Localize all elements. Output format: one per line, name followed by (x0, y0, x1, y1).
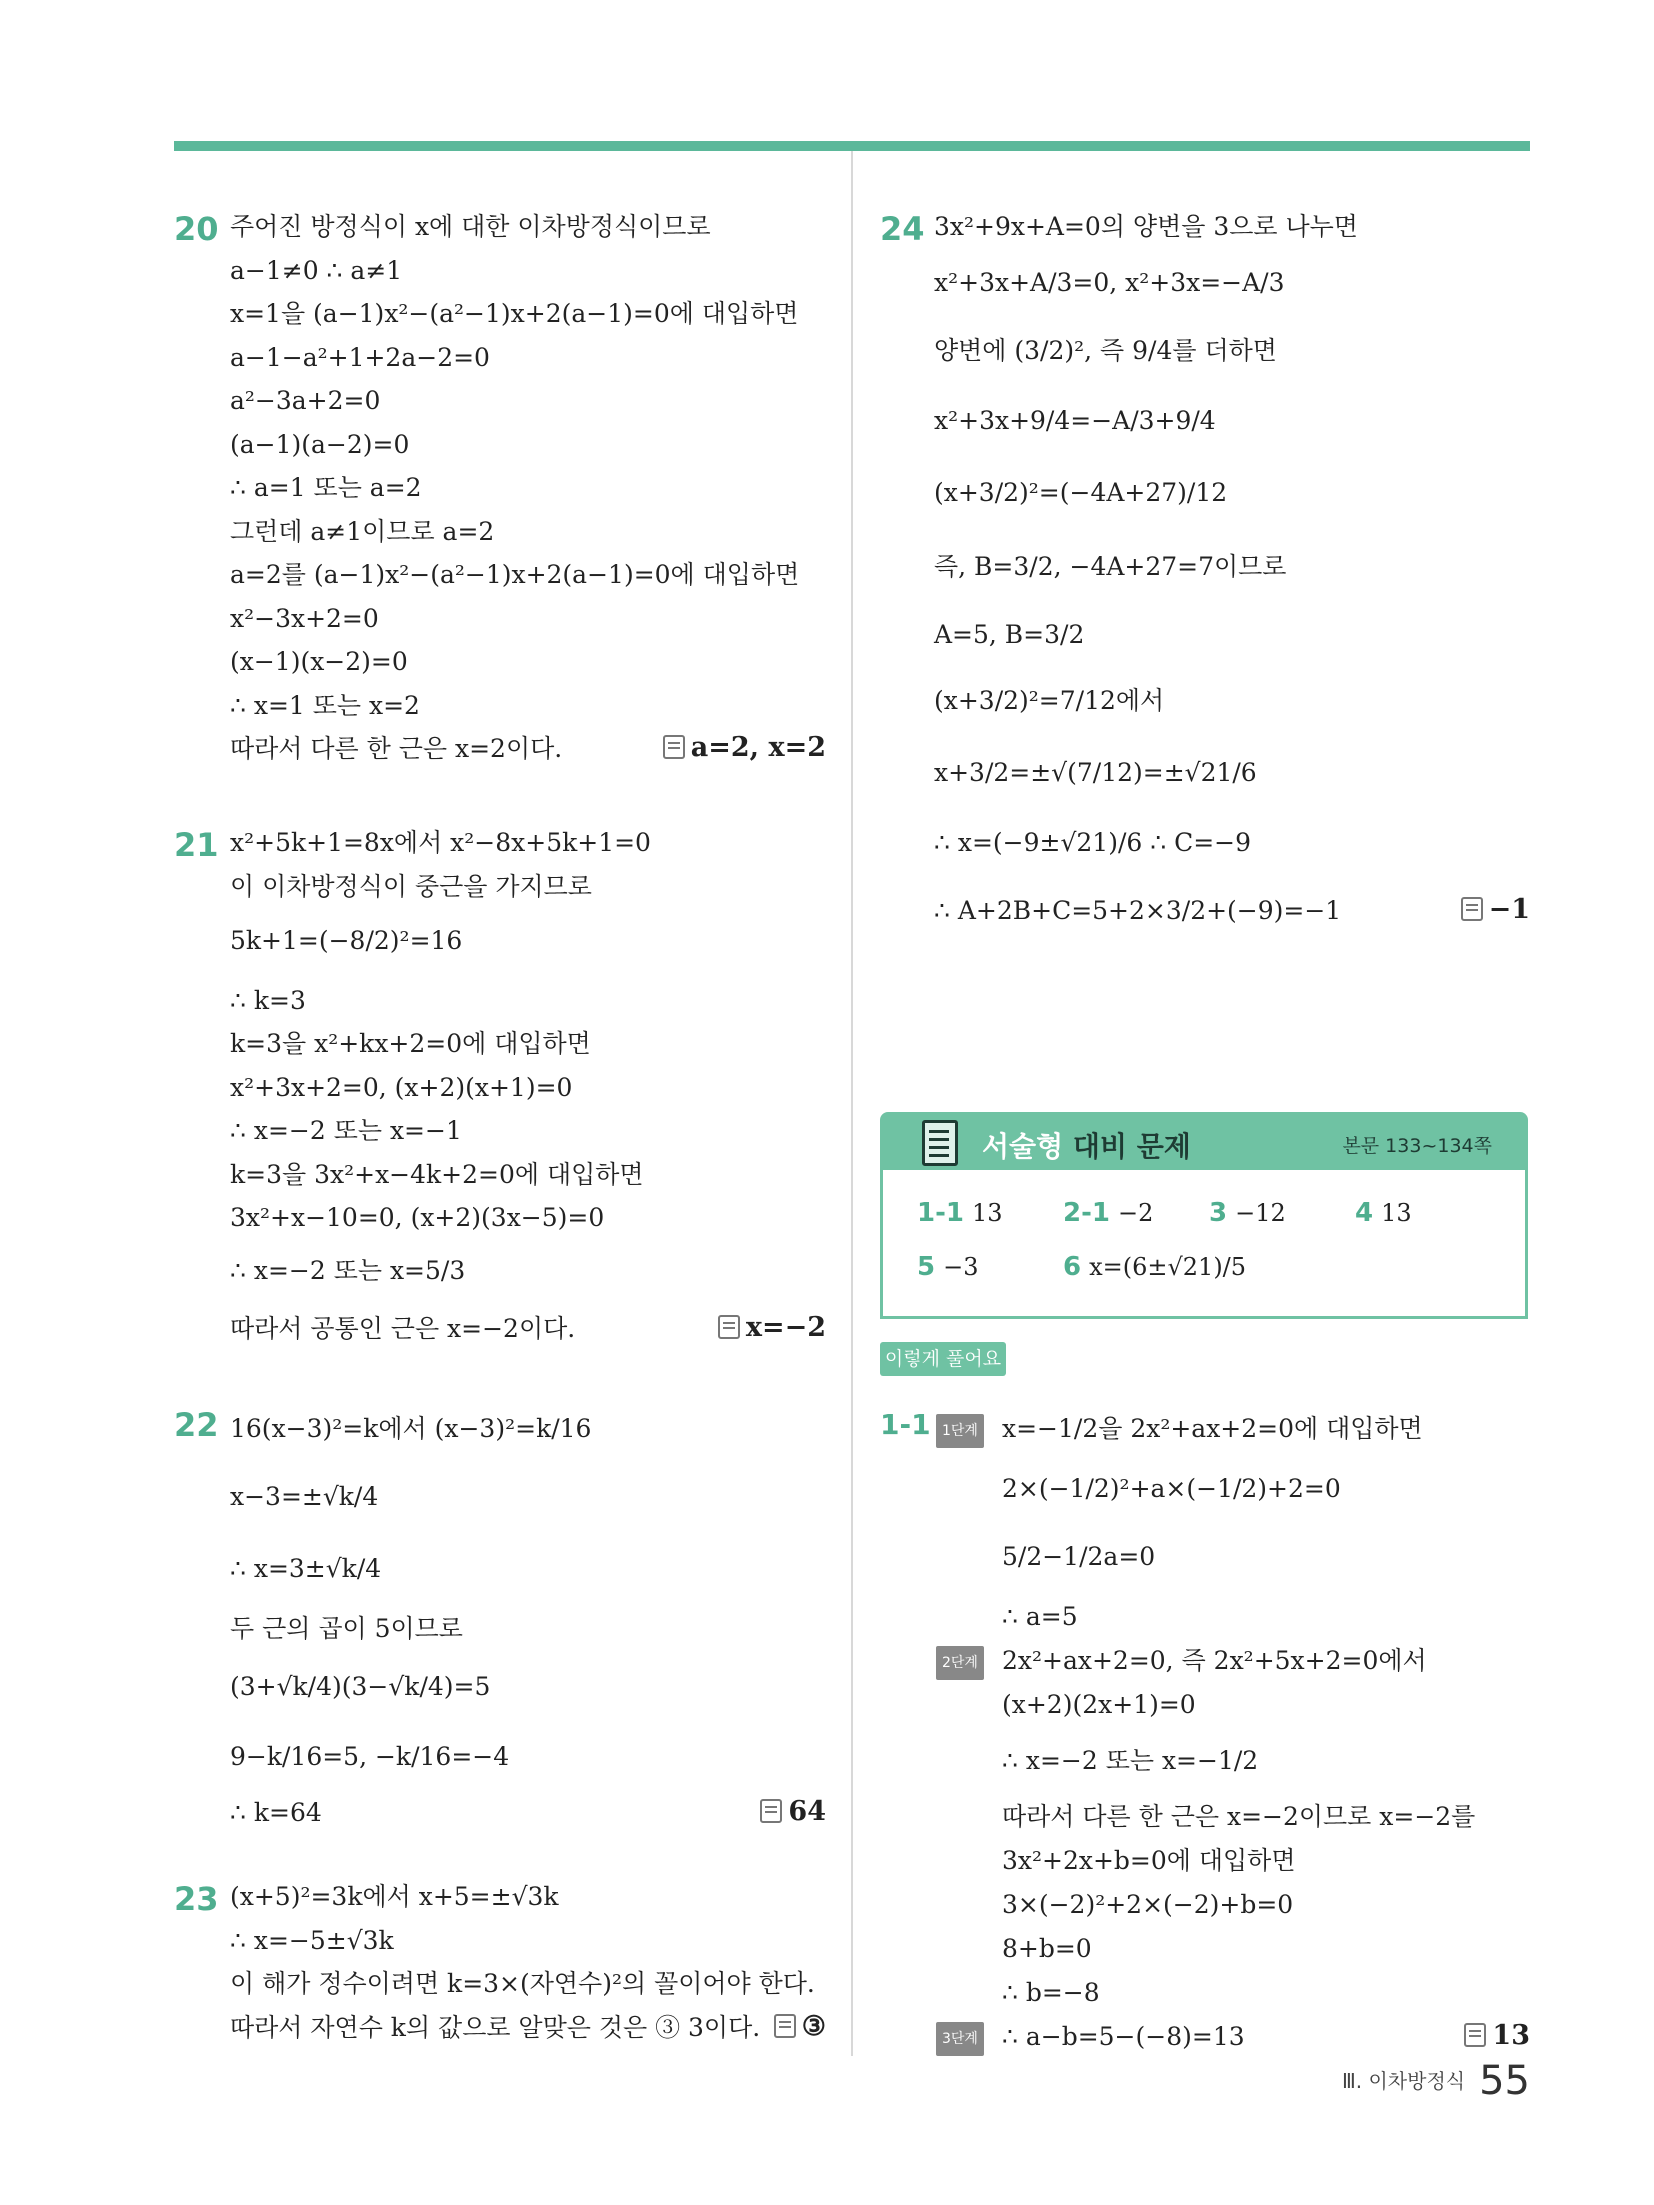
step-3: 3단계 (936, 2022, 994, 2056)
solution-line: (a−1)(a−2)=0 (230, 430, 410, 459)
solution-line: x²+5k+1=8x에서 x²−8x+5k+1=0 (230, 828, 651, 857)
solution-line: 5k+1=(−8/2)²=16 (230, 926, 463, 955)
solution-line: k=3을 x²+kx+2=0에 대입하면 (230, 1029, 591, 1058)
solution-line: 따라서 공통인 근은 x=−2이다. (230, 1314, 576, 1343)
answer-icon (774, 2014, 796, 2038)
solution-line: (x−1)(x−2)=0 (230, 647, 408, 676)
solution-line: (x+3/2)²=(−4A+27)/12 (934, 478, 1228, 507)
solution-line: ∴ x=−5±√3k (230, 1926, 394, 1955)
solution-line: x²+3x+9/4=−A/3+9/4 (934, 406, 1216, 435)
solution-line: ∴ k=3 (230, 986, 306, 1015)
page-reference: 본문 133~134쪽 (1342, 1135, 1492, 1157)
solution-line: ∴ x=1 또는 x=2 (230, 691, 420, 720)
solution-line: (x+2)(2x+1)=0 (1002, 1690, 1196, 1719)
problem-number: 23 (174, 1880, 219, 1918)
solution-line: a²−3a+2=0 (230, 386, 381, 415)
answer-icon (1464, 2023, 1486, 2047)
summary-item: 2-1 −2 (1063, 1198, 1154, 1228)
solution-line: 3x²+2x+b=0에 대입하면 (1002, 1846, 1296, 1875)
step-1: 1단계 (936, 1414, 994, 1448)
step-2: 2단계 (936, 1646, 994, 1680)
solution-line: ∴ x=−2 또는 x=−1 (230, 1116, 462, 1145)
solution-line: (x+5)²=3k에서 x+5=±√3k (230, 1882, 559, 1911)
page-number: 55 (1479, 2058, 1530, 2104)
summary-item: 1-1 13 (917, 1198, 1003, 1228)
solution-line: (x+3/2)²=7/12에서 (934, 686, 1165, 715)
solution-line: 3x²+9x+A=0의 양변을 3으로 나누면 (934, 212, 1358, 241)
solution-line: 양변에 (3/2)², 즉 9/4를 더하면 (934, 336, 1277, 365)
answer: −1 (1461, 894, 1530, 925)
solution-line: 9−k/16=5, −k/16=−4 (230, 1742, 510, 1771)
solution-line: 즉, B=3/2, −4A+27=7이므로 (934, 552, 1287, 581)
solution-line: 이 이차방정식이 중근을 가지므로 (230, 872, 592, 901)
solution-line: x+3/2=±√(7/12)=±√21/6 (934, 758, 1257, 787)
answer: a=2, x=2 (663, 732, 826, 763)
solution-line: ∴ b=−8 (1002, 1978, 1100, 2007)
solution-line: 16(x−3)²=k에서 (x−3)²=k/16 (230, 1414, 592, 1443)
solution-line: 3x²+x−10=0, (x+2)(3x−5)=0 (230, 1203, 605, 1232)
solution-line: x²+3x+2=0, (x+2)(x+1)=0 (230, 1073, 573, 1102)
solution-line: x−3=±√k/4 (230, 1482, 379, 1511)
solution-line: 따라서 다른 한 근은 x=2이다. (230, 734, 563, 763)
summary-item: 6 x=(6±√21)/5 (1063, 1252, 1247, 1282)
summary-title: 서술형 대비 문제 (982, 1130, 1191, 1163)
solution-line: ∴ a=1 또는 a=2 (230, 473, 422, 502)
solution-line: x=−1/2을 2x²+ax+2=0에 대입하면 (1002, 1414, 1423, 1443)
solution-line: ∴ a=5 (1002, 1602, 1078, 1631)
problem-number: 21 (174, 826, 219, 864)
solution-line: ∴ x=−2 또는 x=−1/2 (1002, 1746, 1259, 1775)
answer: ③ (774, 2011, 826, 2042)
solution-line: x²+3x+A/3=0, x²+3x=−A/3 (934, 268, 1285, 297)
solution-line: 8+b=0 (1002, 1934, 1092, 1963)
solution-line: ∴ x=3±√k/4 (230, 1554, 382, 1583)
solution-line: 따라서 다른 한 근은 x=−2이므로 x=−2를 (1002, 1802, 1476, 1831)
solution-line: 주어진 방정식이 x에 대한 이차방정식이므로 (230, 212, 711, 241)
solution-line: a=2를 (a−1)x²−(a²−1)x+2(a−1)=0에 대입하면 (230, 560, 800, 589)
problem-number: 22 (174, 1406, 219, 1444)
problem-number: 24 (880, 210, 925, 248)
answer-icon (663, 735, 685, 759)
top-rule (174, 141, 1530, 151)
summary-box (880, 1112, 1528, 1322)
solution-line: ∴ k=64 (230, 1798, 322, 1827)
solution-line: ∴ A+2B+C=5+2×3/2+(−9)=−1 (934, 896, 1342, 925)
solution-line: a−1≠0 ∴ a≠1 (230, 256, 403, 285)
solution-line: 2×(−1/2)²+a×(−1/2)+2=0 (1002, 1474, 1341, 1503)
solution-line: A=5, B=3/2 (934, 620, 1085, 649)
solution-line: x=1을 (a−1)x²−(a²−1)x+2(a−1)=0에 대입하면 (230, 299, 799, 328)
problem-21 (174, 826, 826, 1346)
problem-number: 1-1 (880, 1408, 931, 1441)
problem-number: 20 (174, 210, 219, 248)
answer-icon (760, 1799, 782, 1823)
solution-line: 2x²+ax+2=0, 즉 2x²+5x+2=0에서 (1002, 1646, 1427, 1675)
checklist-icon (922, 1120, 958, 1166)
answer: 13 (1464, 2020, 1530, 2051)
summary-item: 5 −3 (917, 1252, 979, 1282)
solution-tag: 이렇게 풀어요 (880, 1342, 1006, 1376)
problem-24 (880, 210, 1530, 930)
solution-line: x²−3x+2=0 (230, 604, 379, 633)
problem-20 (174, 210, 826, 780)
answer: x=−2 (718, 1312, 826, 1343)
answer-icon (718, 1315, 740, 1339)
problem-22 (174, 1406, 826, 1826)
solution-line: a−1−a²+1+2a−2=0 (230, 343, 490, 372)
problem-23 (174, 1880, 826, 2050)
page-footer (1342, 2058, 1530, 2104)
summary-item: 3 −12 (1209, 1198, 1286, 1228)
summary-body (880, 1170, 1528, 1319)
solution-line: k=3을 3x²+x−4k+2=0에 대입하면 (230, 1160, 644, 1189)
column-divider (851, 151, 853, 2056)
solution-line: (3+√k/4)(3−√k/4)=5 (230, 1672, 491, 1701)
solution-line: 그런데 a≠1이므로 a=2 (230, 517, 495, 546)
solution-line: 두 근의 곱이 5이므로 (230, 1614, 463, 1643)
solution-line: 5/2−1/2a=0 (1002, 1542, 1156, 1571)
summary-item: 4 13 (1355, 1198, 1412, 1228)
solution-line: 3×(−2)²+2×(−2)+b=0 (1002, 1890, 1294, 1919)
solution-line: ∴ x=(−9±√21)/6 ∴ C=−9 (934, 828, 1252, 857)
section-label: Ⅲ. 이차방정식 (1341, 2069, 1466, 2093)
answer-icon (1461, 897, 1483, 921)
solution-line: 이 해가 정수이려면 k=3×(자연수)²의 꼴이어야 한다. (230, 1969, 815, 1998)
solution-1-1 (880, 1408, 1530, 2058)
summary-header (880, 1112, 1528, 1170)
solution-line: ∴ a−b=5−(−8)=13 (1002, 2022, 1245, 2051)
solution-line: ∴ x=−2 또는 x=5/3 (230, 1256, 466, 1285)
solution-line: 따라서 자연수 k의 값으로 알맞은 것은 ③ 3이다. (230, 2013, 761, 2042)
answer: 64 (760, 1796, 826, 1827)
